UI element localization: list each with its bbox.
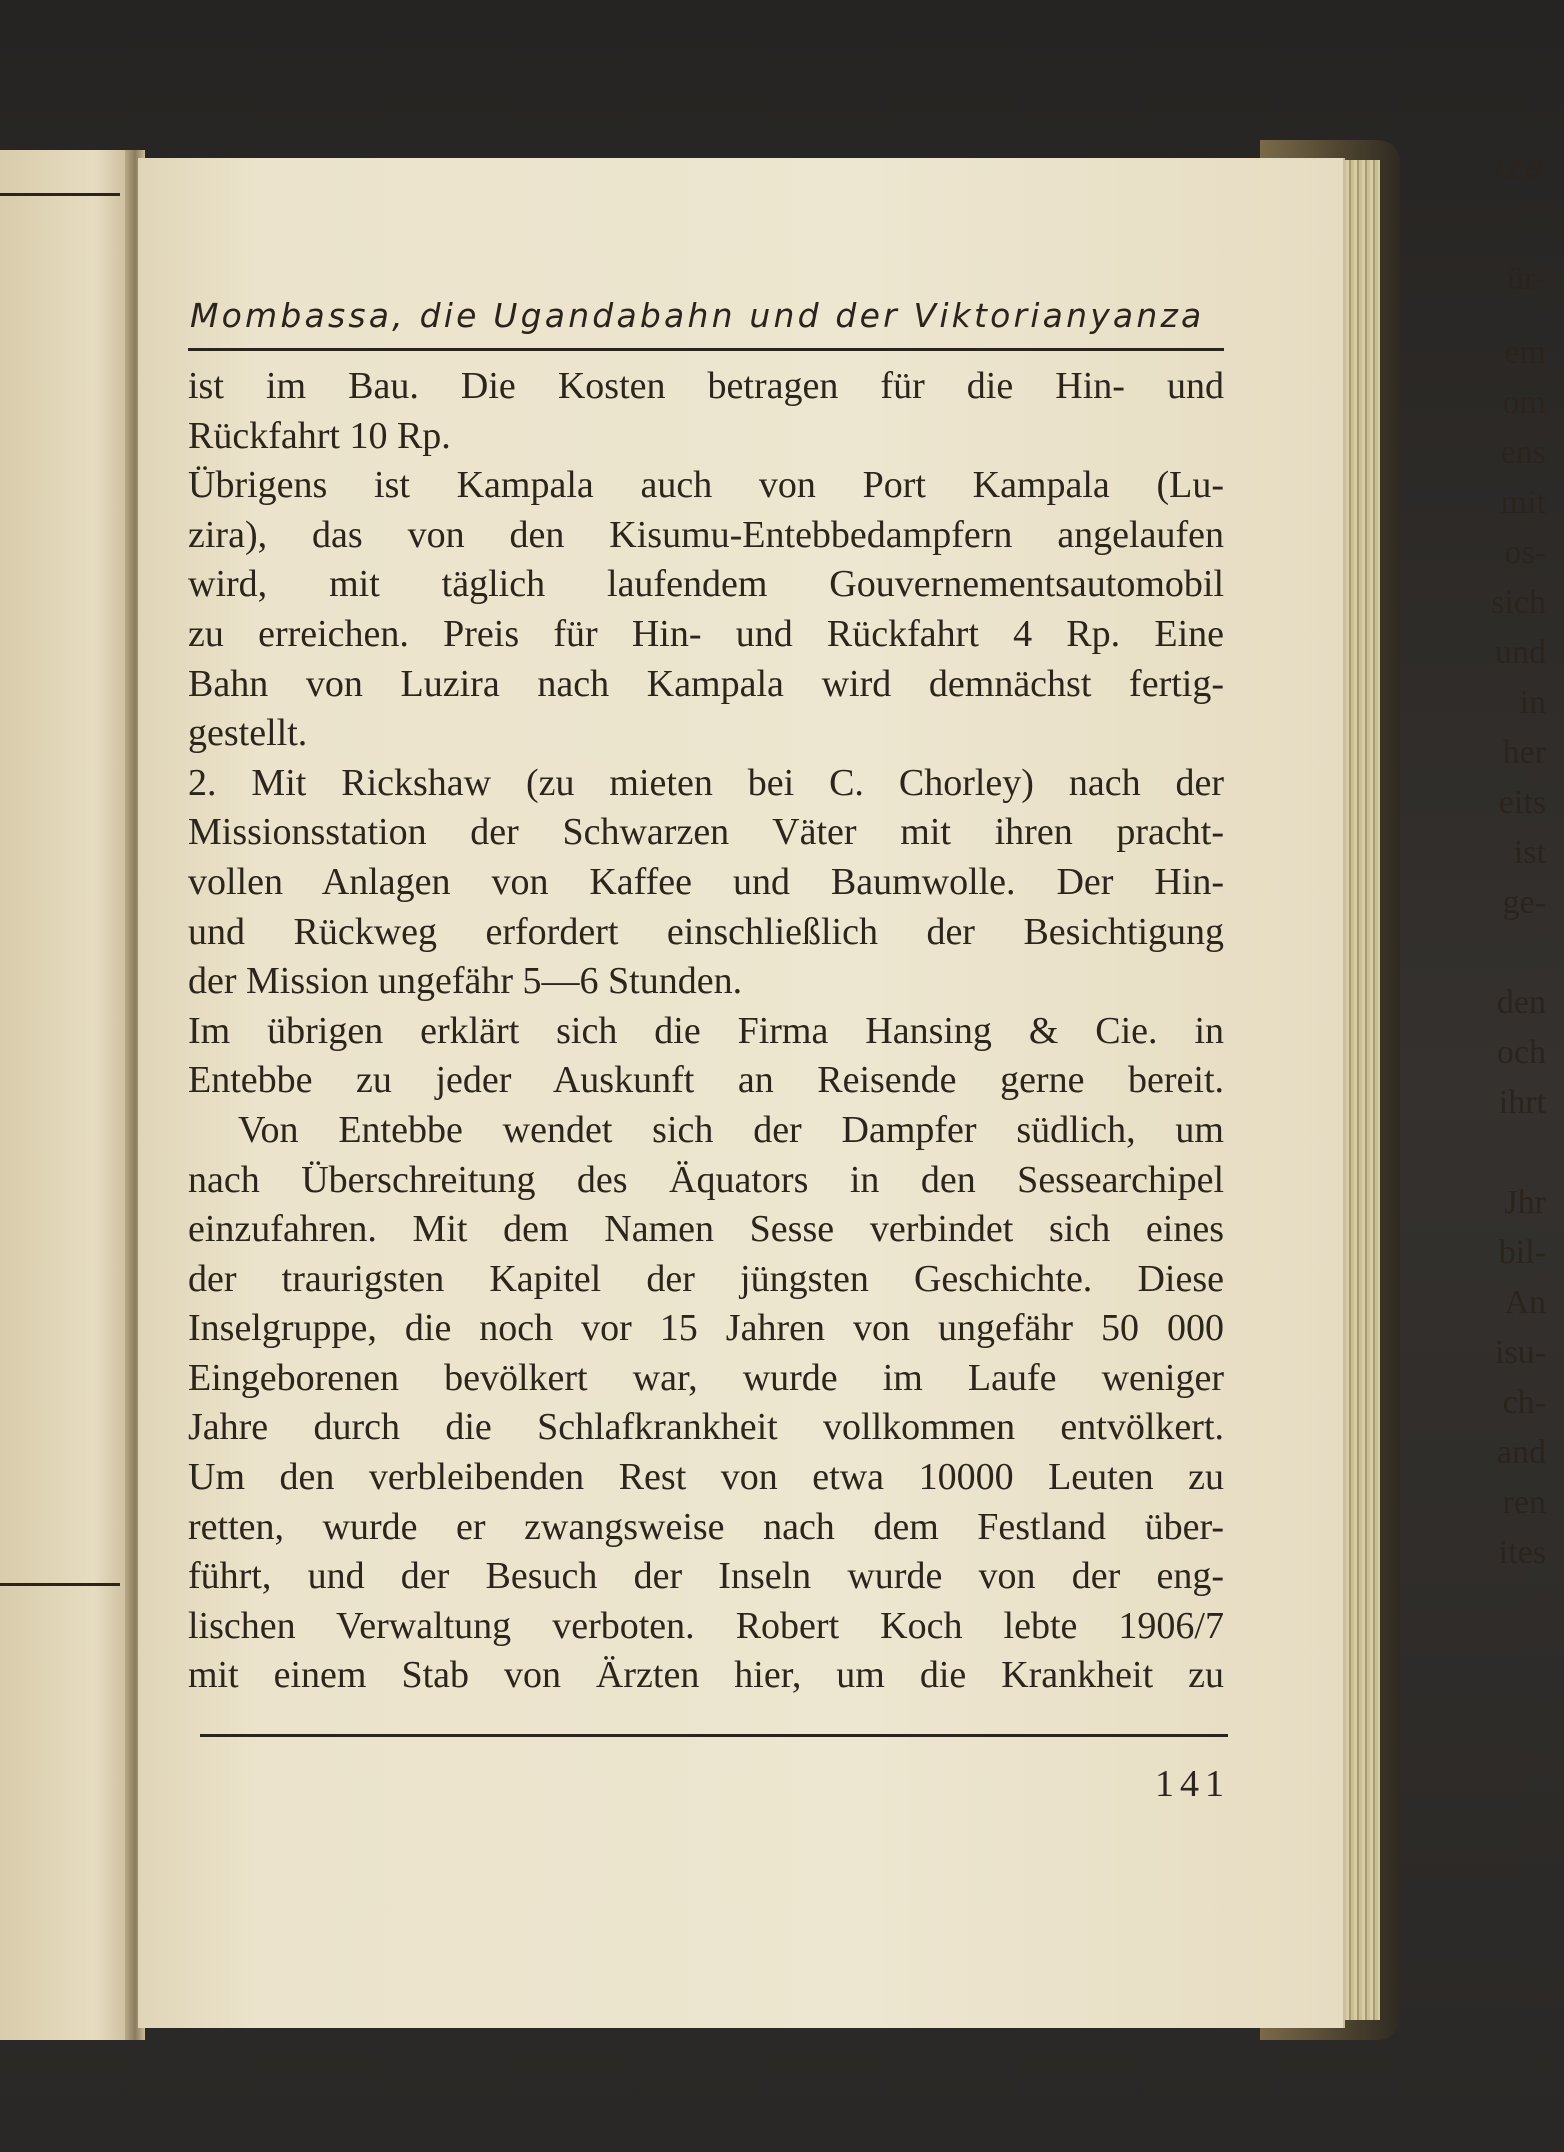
text-line: einzufahren. Mit dem Namen Sesse verbindet sich eines (188, 1208, 1224, 1251)
left-line: in (1519, 684, 1546, 721)
left-line: och (1496, 1034, 1546, 1071)
text-line: Missionsstation der Schwarzen Väter mit ihren pracht- (188, 811, 1224, 854)
running-head: Mombassa, die Ugandabahn und der Viktorianyanza (190, 296, 1205, 335)
text-line: zu erreichen. Preis für Hin- und Rückfahrt 4 Rp. Eine (188, 612, 1224, 655)
left-line: ites (1498, 1534, 1546, 1571)
text-line: Um den verbleibenden Rest von etwa 10000 Leuten zu (188, 1456, 1224, 1499)
footer-rule (200, 1734, 1228, 1737)
text-line: der traurigsten Kapitel der jüngsten Geschichte. Diese (188, 1257, 1224, 1300)
text-line: mit einem Stab von Ärzten hier, um die Krankheit zu (188, 1654, 1224, 1697)
text-line: nach Überschreitung des Äquators in den Sessearchipel (188, 1158, 1224, 1201)
text-line: retten, wurde er zwangsweise nach dem Festland über- (188, 1505, 1224, 1548)
text-line: vollen Anlagen von Kaffee und Baumwolle. Der Hin- (188, 860, 1224, 903)
left-line: em (1504, 334, 1546, 371)
text-line: Von Entebbe wendet sich der Dampfer südlich, um (238, 1108, 1224, 1151)
text-line: Eingeborenen bevölkert war, wurde im Laufe weniger (188, 1356, 1224, 1399)
left-line: ch- (1502, 1384, 1546, 1421)
left-line: mit (1500, 484, 1546, 521)
left-line: Jhr (1504, 1184, 1546, 1221)
text-line: und Rückweg erfordert einschließlich der Besichtigung (188, 910, 1224, 953)
header-rule (188, 348, 1224, 351)
text-line: Übrigens ist Kampala auch von Port Kampala (Lu- (188, 464, 1224, 507)
text-line: führt, und der Besuch der Inseln wurde von der eng- (188, 1555, 1224, 1598)
text-line: zira), das von den Kisumu-Entebbedampfern angelaufen (188, 513, 1224, 556)
left-line: ihrt (1498, 1084, 1546, 1121)
left-line: ist (1513, 834, 1546, 871)
text-line: Rückfahrt 10 Rp. (188, 414, 451, 457)
text-line: wird, mit täglich laufendem Gouvernementsautomobil (188, 563, 1224, 606)
text-line: lischen Verwaltung verboten. Robert Koch lebte 1906/7 (188, 1604, 1224, 1647)
left-line: bil- (1498, 1234, 1546, 1271)
body-text (188, 362, 1224, 1701)
left-page (0, 150, 135, 2040)
left-line: os- (1504, 534, 1546, 571)
left-line: om (1502, 384, 1546, 421)
left-line: sich (1491, 584, 1546, 621)
left-line: An (1504, 1284, 1546, 1321)
left-header-rule (0, 193, 120, 196)
left-running-head: ıza (1494, 148, 1546, 186)
text-line: gestellt. (188, 712, 308, 755)
text-line: Entebbe zu jeder Auskunft an Reisende gerne bereit. (188, 1059, 1224, 1102)
left-line: ren (1502, 1484, 1546, 1521)
left-line: ge- (1502, 884, 1546, 921)
left-footer-rule (0, 1583, 120, 1586)
left-line: den (1496, 984, 1546, 1021)
text-line: 2. Mit Rickshaw (zu mieten bei C. Chorley) nach der (188, 761, 1224, 804)
text-line: der Mission ungefähr 5—6 Stunden. (188, 960, 743, 1003)
left-line: and (1496, 1434, 1546, 1471)
text-line: ist im Bau. Die Kosten betragen für die Hin- und (188, 365, 1224, 407)
text-line: Im übrigen erklärt sich die Firma Hansing & Cie. in (188, 1009, 1224, 1052)
text-line: Bahn von Luzira nach Kampala wird demnächst fertig- (188, 662, 1224, 705)
page-number: 141 (1155, 1763, 1230, 1805)
left-line: und (1495, 634, 1546, 671)
left-line: isu- (1495, 1334, 1546, 1371)
text-line: Inselgruppe, die noch vor 15 Jahren von ungefähr 50 000 (188, 1307, 1224, 1350)
left-line: ens (1500, 434, 1546, 471)
left-line: eits (1498, 784, 1546, 821)
text-line: Jahre durch die Schlafkrankheit vollkommen entvölkert. (188, 1406, 1224, 1449)
left-line: her (1502, 734, 1546, 771)
left-line: ür- (1507, 260, 1546, 297)
